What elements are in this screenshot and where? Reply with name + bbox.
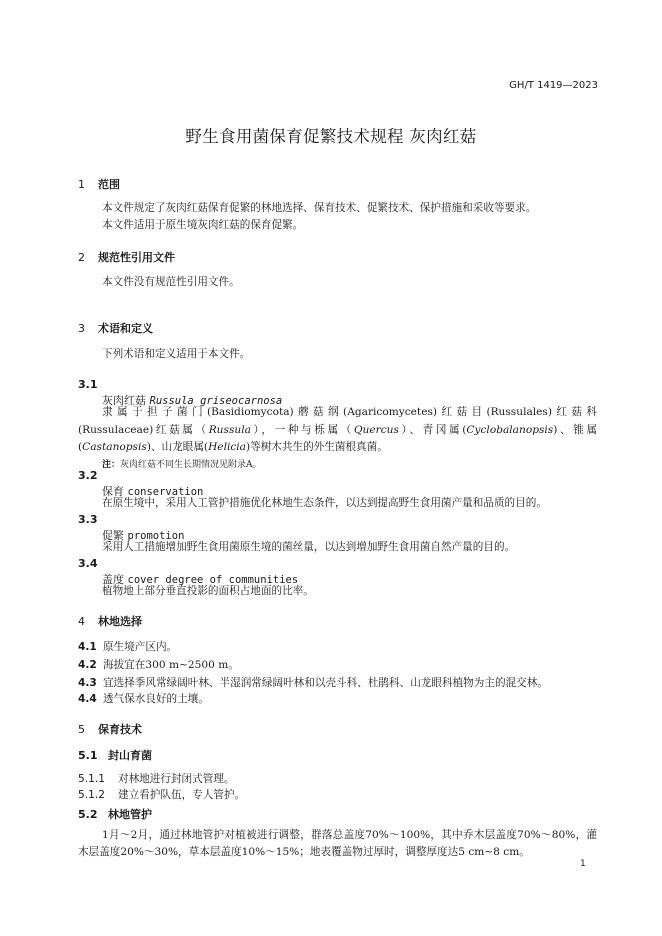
section-4-heading [78,613,142,629]
term-chinese: 灰肉红菇 [102,394,146,407]
section-title: 术语和定义 [98,322,153,335]
note-text: 灰肉红菇不同生长期情况见附录A。 [120,460,262,470]
section-2-heading [78,249,175,265]
note-label: 注： [102,460,121,470]
subsection-number: 5.1 [78,749,98,762]
list-item: 4.4 透气保水良好的土壤。 [78,693,209,705]
section-number: 2 [78,251,85,264]
term-english: Russula griseocarnosa [149,395,283,407]
list-item: 4.1 原生境产区内。 [78,641,178,653]
subsection-number: 5.2 [78,808,98,821]
note [102,457,262,470]
term-number: 3.3 [78,513,98,526]
section-1-heading [78,176,120,192]
section-3-heading [78,320,153,336]
section-title: 保育技术 [98,723,142,736]
definition-line: 在原生境中，采用人工管护措施优化林地生态条件，以达到提高野生食用菌产量和品质的目的。 [102,497,547,509]
list-item: 4.2 海拔宜在300 m~2500 m。 [78,659,239,671]
term-chinese: 盖度 [102,573,124,586]
definition-line: 隶属于担子菌门(Basidiomycota)蘑菇纲(Agaricomycetes)红菇目(Russulales)红菇科 [102,406,597,418]
definition-line: 采用人工措施增加野生食用菌原生境的菌丝量，以达到增加野生食用菌自然产量的目的。 [102,541,516,553]
standard-code: GH/T 1419—2023 [509,80,598,91]
list-item: 5.1.1 对林地进行封闭式管理。 [78,773,235,785]
section-number: 1 [78,178,85,191]
term-number: 3.1 [78,378,98,391]
subsection-title: 封山育菌 [108,749,152,762]
section-5-heading [78,721,142,737]
term-english: promotion [127,530,185,542]
term-number: 3.2 [78,469,98,482]
section-number: 3 [78,322,85,335]
section-title: 林地选择 [98,615,142,628]
subsection-5-1-heading [78,747,152,763]
term-number: 3.4 [78,557,98,570]
term-chinese: 促繁 [102,529,124,542]
section-number: 5 [78,723,85,736]
term-english: cover degree of communities [127,574,299,586]
list-item: 5.1.2 建立看护队伍，专人管护。 [78,789,246,801]
page-title: 野生食用菌保育促繁技术规程 灰肉红菇 [185,127,477,146]
paragraph: 本文件适用于原生境灰肉红菇的保育促繁。 [102,219,304,231]
paragraph: 下列术语和定义适用于本文件。 [102,348,251,360]
definition-line: 植物地上部分垂直投影的面积占地面的比率。 [102,585,314,597]
section-title: 规范性引用文件 [98,251,175,264]
term-chinese: 保育 [102,485,124,498]
definition-line: (Russulaceae)红菇属（Russula），一种与栎属（Quercus）、青冈属(Cyclobalanopsis)、锥属 [78,424,598,436]
list-item: 4.3 宜选择季风常绿阔叶林、半湿润常绿阔叶林和以壳斗科、杜鹃科、山龙眼科植物为主的混交林。 [78,677,548,689]
definition-line: (Castanopsis)、山龙眼属(Helicia)等树木共生的外生菌根真菌。 [78,441,388,453]
paragraph-line: 木层盖度20%～30%，草本层盖度10%～15%；地表覆盖物过厚时，调整厚度达5 cm~8 cm。 [78,846,530,858]
section-title: 范围 [98,178,120,191]
paragraph-line: 1月～2月，通过林地管护对植被进行调整，群落总盖度70%～100%，其中乔木层盖度70%～80%，灌 [102,829,597,841]
paragraph: 本文件没有规范性引用文件。 [102,276,240,288]
subsection-5-2-heading [78,806,152,822]
term-english: conservation [127,486,204,498]
paragraph: 本文件规定了灰肉红菇保育促繁的林地选择、保育技术、促繁技术、保护措施和采收等要求。 [102,202,537,214]
page-number: 1 [580,859,586,869]
subsection-title: 林地管护 [108,808,152,821]
section-number: 4 [78,615,85,628]
